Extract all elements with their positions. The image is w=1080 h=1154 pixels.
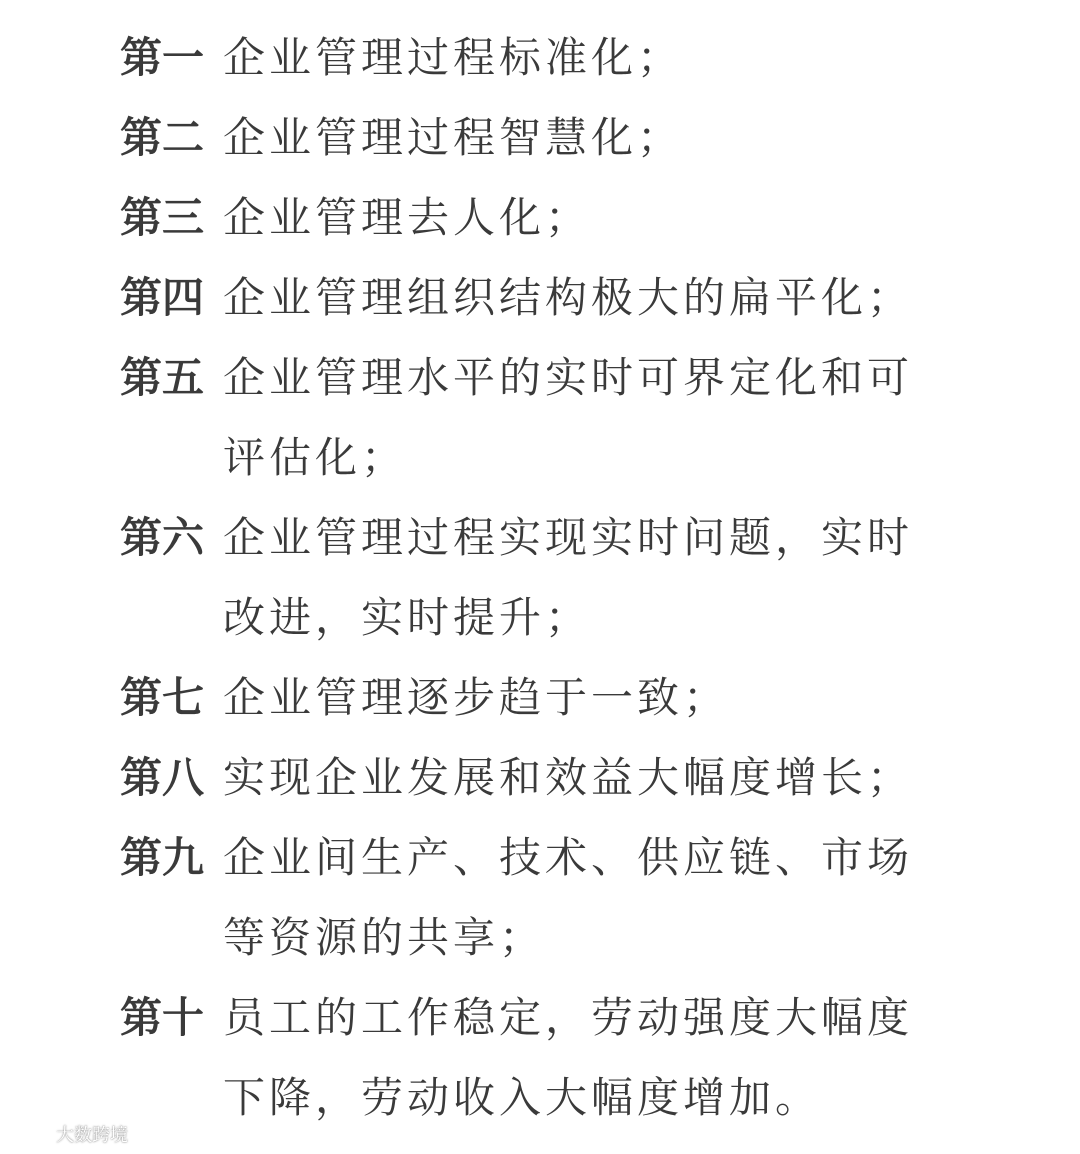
list-item-5 bbox=[120, 338, 950, 498]
item-text: 企业管理水平的实时可界定化和可评估化； bbox=[223, 353, 914, 482]
item-number: 第四 bbox=[120, 273, 205, 322]
item-number: 第九 bbox=[120, 833, 205, 882]
item-text: 员工的工作稳定，劳动强度大幅度下降，劳动收入大幅度增加。 bbox=[223, 993, 914, 1122]
item-text: 企业管理逐步趋于一致； bbox=[223, 673, 730, 722]
list-item-10 bbox=[120, 978, 950, 1138]
item-number: 第六 bbox=[120, 513, 205, 562]
list-item-6 bbox=[120, 498, 950, 658]
list-item-4 bbox=[120, 258, 950, 338]
list-item-9 bbox=[120, 818, 950, 978]
item-number: 第七 bbox=[120, 673, 205, 722]
list-item-3 bbox=[120, 178, 950, 258]
list-item-8 bbox=[120, 738, 950, 818]
watermark bbox=[8, 1120, 128, 1148]
weibo-logo-icon bbox=[8, 1123, 54, 1145]
list-item-2 bbox=[120, 98, 950, 178]
item-text: 企业管理去人化； bbox=[223, 193, 592, 242]
item-number: 第十 bbox=[120, 993, 205, 1042]
item-number: 第八 bbox=[120, 753, 205, 802]
item-number: 第二 bbox=[120, 113, 205, 162]
item-number: 第三 bbox=[120, 193, 205, 242]
item-text: 企业管理组织结构极大的扁平化； bbox=[223, 273, 914, 322]
item-text: 企业管理过程标准化； bbox=[223, 33, 684, 82]
item-text: 企业管理过程实现实时问题，实时改进，实时提升； bbox=[223, 513, 914, 642]
list-item-1 bbox=[120, 18, 950, 98]
item-number: 第一 bbox=[120, 33, 205, 82]
item-text: 实现企业发展和效益大幅度增长； bbox=[223, 753, 914, 802]
item-text: 企业间生产、技术、供应链、市场等资源的共享； bbox=[223, 833, 914, 962]
item-number: 第五 bbox=[120, 353, 205, 402]
point-list bbox=[120, 18, 950, 1138]
list-item-7 bbox=[120, 658, 950, 738]
watermark-text: 大数跨境 bbox=[56, 1125, 128, 1146]
item-text: 企业管理过程智慧化； bbox=[223, 113, 684, 162]
